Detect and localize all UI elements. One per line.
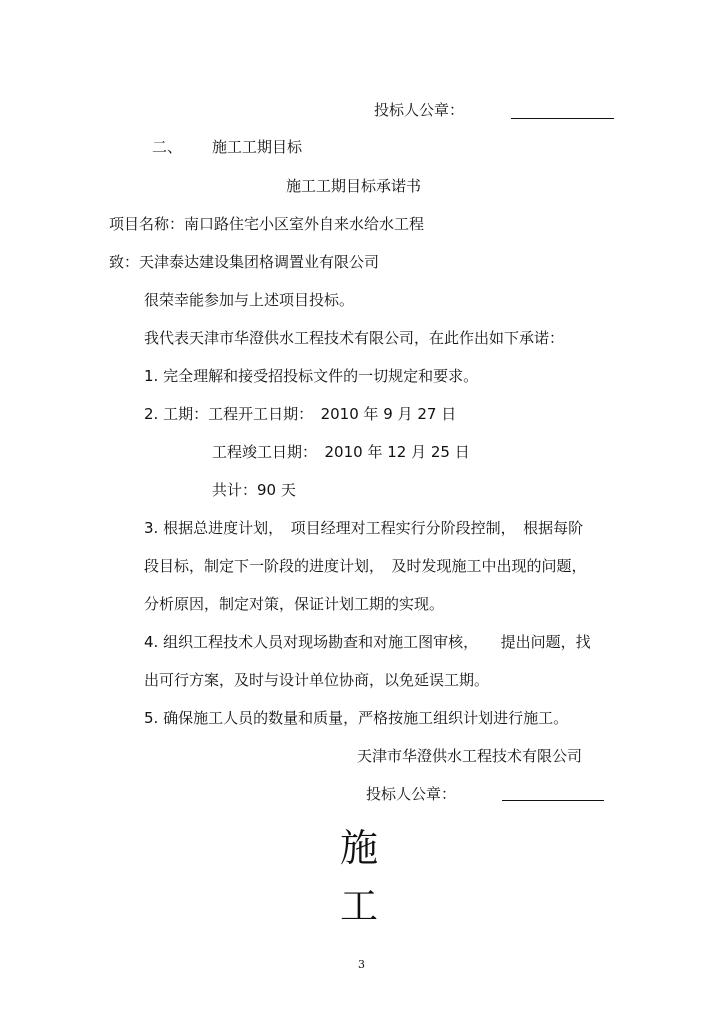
next-heading-char-1: 施 xyxy=(340,826,379,870)
project-name: 项目名称：南口路住宅小区室外自来水给水工程 xyxy=(109,215,425,233)
document-title: 施工工期目标承诺书 xyxy=(286,177,422,195)
item-3-line-2: 段目标，制定下一阶段的进度计划， 及时发现施工中出现的问题， xyxy=(144,557,587,575)
section-title: 施工工期目标 xyxy=(212,138,303,156)
item-2-end-date: 工程竣工日期： 2010 年 12 月 25 日 xyxy=(212,443,470,461)
item-2-start-date: 2. 工期：工程开工日期： 2010 年 9 月 27 日 xyxy=(144,405,457,423)
item-1: 1. 完全理解和接受招投标文件的一切规定和要求。 xyxy=(144,367,479,385)
item-4-line-1: 4. 组织工程技术人员对现场勘查和对施工图审核， 提出问题，找 xyxy=(144,633,591,651)
paragraph-pledge: 我代表天津市华澄供水工程技术有限公司，在此作出如下承诺： xyxy=(144,329,565,347)
signature-company: 天津市华澄供水工程技术有限公司 xyxy=(357,747,583,765)
top-seal-label: 投标人公章： xyxy=(374,101,465,119)
item-4-line-2: 出可行方案，及时与设计单位协商，以免延误工期。 xyxy=(144,671,490,689)
signature-seal-line xyxy=(502,800,604,801)
page-number: 3 xyxy=(358,958,365,971)
top-seal-signature-line xyxy=(511,118,614,119)
item-5: 5. 确保施工人员的数量和质量，严格按施工组织计划进行施工。 xyxy=(144,709,569,727)
signature-seal-label: 投标人公章： xyxy=(366,785,457,803)
item-2-total: 共计：90 天 xyxy=(212,481,296,499)
next-heading-char-2: 工 xyxy=(340,884,379,928)
item-3-line-3: 分析原因，制定对策，保证计划工期的实现。 xyxy=(144,595,445,613)
paragraph-intro: 很荣幸能参加与上述项目投标。 xyxy=(144,291,355,309)
addressee: 致：天津泰达建设集团格调置业有限公司 xyxy=(109,253,380,271)
item-3-line-1: 3. 根据总进度计划， 项目经理对工程实行分阶段控制， 根据每阶 xyxy=(144,519,584,537)
section-number: 二、 xyxy=(152,138,183,156)
